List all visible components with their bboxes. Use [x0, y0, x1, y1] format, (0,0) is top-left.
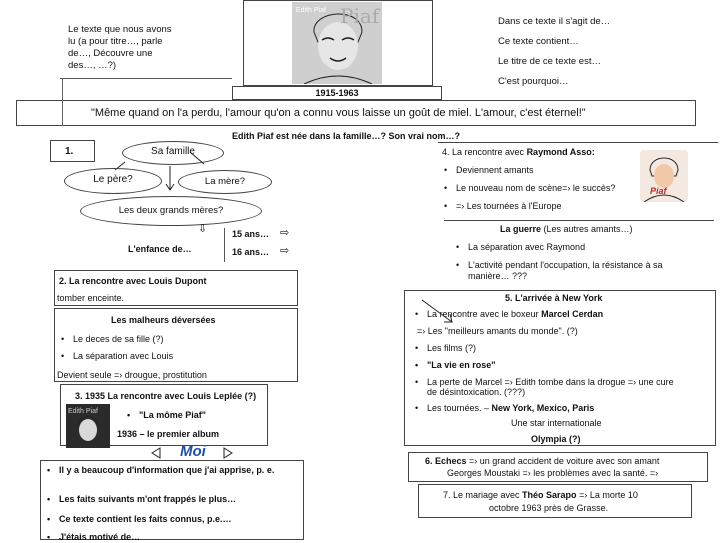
- war-title: [500, 224, 633, 235]
- section5-title: 5. L'arrivée à New York: [505, 293, 603, 303]
- father-oval: [64, 168, 162, 194]
- intro-frame-line: [60, 78, 232, 79]
- perte-item: • La perte de Marcel =› Edith tombe dans la drogue =› une cure: [427, 377, 674, 388]
- family-oval: [122, 141, 224, 165]
- grandmothers-oval: [80, 196, 262, 226]
- section6-rest: =› un grand accident de voiture avec son amant: [466, 456, 660, 466]
- olympia-line: Olympia (?): [531, 434, 581, 444]
- section7-prefix: 7. Le mariage avec: [443, 490, 523, 500]
- perte-item-cont: de désintoxication. (???): [427, 387, 526, 397]
- moi-item: • Ce texte contient les faits connus, p.e.…: [59, 514, 232, 525]
- quote-text: "Même quand on l'a perdu, l'amour qu'on a connu vous laisse un goût de miel. L'amour, c'est éternel!": [91, 107, 586, 119]
- mother-label: La mère?: [204, 176, 246, 187]
- question-item: Dans ce texte il s'agit de…: [498, 16, 611, 27]
- star-line: Une star internationale: [511, 418, 602, 428]
- father-label: Le père?: [93, 174, 133, 185]
- section6-prefix: 6. Echecs: [425, 456, 467, 466]
- section4-title: [442, 147, 595, 158]
- question-item: Ce texte contient…: [498, 36, 579, 47]
- section4-item: • Deviennent amants: [456, 165, 534, 176]
- childhood-label: L'enfance de…: [128, 244, 192, 254]
- arrow-right-icon: ⇨: [280, 227, 290, 239]
- boxeur-prefix: La rencontre avec le boxeur: [427, 309, 542, 319]
- section6-line2: Georges Moustaki =› les problèmes avec la santé. =›: [447, 468, 659, 478]
- section2-enceinte: tomber enceinte.: [57, 293, 125, 303]
- age-divider: [224, 228, 225, 262]
- malheur-item: • Le deces de sa fille (?): [73, 334, 164, 345]
- grandmothers-label: Les deux grands mères?: [118, 205, 224, 216]
- top-right-questions: [494, 14, 694, 94]
- section2-title-box: [54, 270, 298, 306]
- question-item: Le titre de ce texte est…: [498, 56, 601, 67]
- intro-line: Le texte que nous avons: [68, 24, 172, 35]
- section7-line1: [443, 490, 638, 501]
- tournees-cities: New York, Mexico, Paris: [491, 403, 595, 413]
- malheur-item: • La séparation avec Louis: [73, 351, 173, 362]
- section3-title: 3. 1935 La rencontre avec Louis Leplée (?): [75, 391, 257, 401]
- intro-line: des…, …?): [68, 60, 117, 71]
- section2-title-prefix: 2. La rencontre avec: [59, 276, 149, 286]
- section7-line2: octobre 1963 près de Grasse.: [489, 503, 609, 513]
- album-cover-image: [66, 404, 110, 448]
- intro-questions-box: [60, 14, 228, 82]
- portrait-caption: Edith Piaf: [296, 7, 326, 14]
- album-caption: Edith Piaf: [68, 408, 98, 415]
- section2-main-box: [54, 308, 298, 382]
- boxeur-name: Marcel Cerdan: [541, 309, 604, 319]
- age-15: 15 ans…: [232, 229, 270, 239]
- section1-number: 1.: [65, 146, 74, 157]
- amants-line: =› Les "meilleurs amants du monde". (?): [417, 326, 578, 336]
- section7-box: [418, 484, 692, 518]
- war-box: [444, 220, 714, 284]
- moi-item: • Il y a beaucoup d'information que j'ai apprise, p. e.: [59, 465, 299, 476]
- war-title-rest: (Les autres amants…): [541, 224, 633, 234]
- portrait-dates: 1915-1963: [315, 88, 359, 98]
- moi-item: • J'étais motivé de…: [59, 532, 140, 543]
- mother-oval: [178, 170, 272, 194]
- war-item-cont: manière… ???: [468, 271, 528, 281]
- tournees-item: [427, 403, 594, 414]
- section7-rest: =› La morte 10: [576, 490, 638, 500]
- arrow-right-icon: ⇨: [280, 245, 290, 257]
- question-item: C'est pourquoi…: [498, 76, 569, 87]
- poster-caption: Piaf: [650, 186, 667, 196]
- intro-line: lu (a pour titre…, parle: [68, 36, 163, 47]
- birth-question: Edith Piaf est née dans la famille…? Son vrai nom…?: [232, 131, 461, 141]
- moi-item: • Les faits suivants m'ont frappés le plus…: [59, 494, 236, 505]
- family-label: Sa famille: [151, 146, 195, 157]
- section5-arrow: [418, 298, 458, 328]
- section4-item: • Le nouveau nom de scène=› le succès?: [456, 183, 615, 194]
- vie-en-rose-item: • "La vie en rose": [427, 360, 496, 371]
- quote-corner-v: [62, 78, 63, 126]
- moi-box: [40, 460, 304, 540]
- quote-banner: [16, 100, 696, 126]
- section6-line1: [425, 456, 659, 467]
- section2-title: [59, 276, 207, 287]
- age-16: 16 ans…: [232, 247, 270, 257]
- tournees-prefix: Les tournées. –: [427, 403, 492, 413]
- piaf-logo: Piaf: [340, 4, 380, 28]
- section7-name: Théo Sarapo: [522, 490, 577, 500]
- section4-item: • =› Les tournées à l'Europe: [456, 201, 562, 212]
- war-title-bold: La guerre: [500, 224, 542, 234]
- war-item: • La séparation avec Raymond: [468, 242, 585, 253]
- section2-title-name: Louis Dupont: [148, 276, 207, 286]
- section4-title-name: Raymond Asso:: [526, 147, 595, 157]
- piaf-poster-image: [640, 150, 688, 202]
- mome-piaf: • "La môme Piaf": [139, 410, 206, 421]
- devient-line: Devient seule =› drougue, prostitution: [57, 370, 207, 380]
- first-album: 1936 – le premier album: [117, 429, 220, 439]
- dates-label-box: [232, 86, 442, 100]
- malheurs-title: Les malheurs déversées: [111, 315, 216, 325]
- section6-box: [408, 452, 708, 482]
- section4-title-prefix: 4. La rencontre avec: [442, 147, 527, 157]
- moi-badge: [150, 443, 234, 460]
- intro-line: de…, Découvre une: [68, 48, 153, 59]
- moi-label: Moi: [180, 443, 206, 460]
- war-item: • L'activité pendant l'occupation, la résistance à sa: [468, 260, 663, 271]
- arrow-down-icon: ⇩: [198, 223, 208, 235]
- films-item: • Les films (?): [427, 343, 476, 354]
